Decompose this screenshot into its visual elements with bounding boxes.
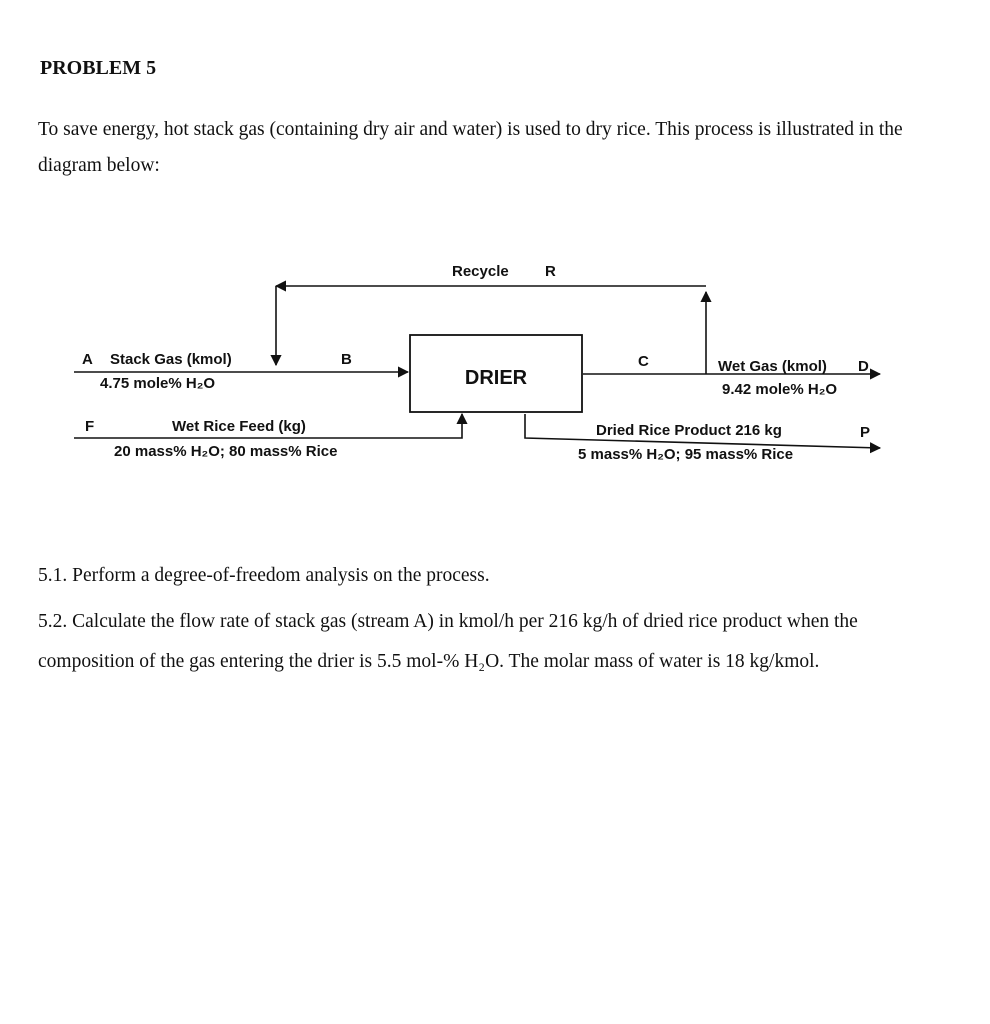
stream-b-letter: B (341, 351, 352, 368)
problem-heading: PROBLEM 5 (40, 57, 157, 79)
stream-a-composition: 4.75 mole% H₂O (100, 375, 216, 392)
stream-p-name: Dried Rice Product 216 kg (596, 422, 782, 439)
stream-p-composition: 5 mass% H₂O; 95 mass% Rice (578, 446, 794, 463)
stream-d-letter: D (858, 358, 869, 375)
stream-d-composition: 9.42 mole% H₂O (722, 381, 838, 398)
stream-f-letter: F (85, 418, 95, 435)
stream-c-letter: C (638, 353, 649, 370)
stream-a-name: Stack Gas (kmol) (110, 351, 232, 368)
stream-p-letter: P (860, 424, 871, 441)
process-flow-diagram (0, 240, 990, 480)
recycle-stream-letter: R (545, 263, 556, 280)
stream-f-name: Wet Rice Feed (kg) (172, 418, 306, 435)
stream-d-name: Wet Gas (kmol) (718, 358, 827, 375)
problem-intro: To save energy, hot stack gas (containing dry air and water) is used to dry rice. This process is illustrated in the diagram below: (38, 119, 903, 176)
question-5-2: 5.2. Calculate the flow rate of stack gas (stream A) in kmol/h per 216 kg/h of dried rice product when the composition of the gas entering the drier is 5.5 mol-% H₂O. The molar mass of water is 18 kg/kmol. (38, 611, 858, 672)
stream-a-letter: A (82, 351, 93, 368)
drier-label: DRIER (464, 367, 528, 389)
question-5-1: 5.1. Perform a degree-of-freedom analysis on the process. (38, 565, 490, 586)
stream-f-composition: 20 mass% H₂O; 80 mass% Rice (114, 443, 338, 460)
recycle-label: Recycle (452, 263, 509, 280)
